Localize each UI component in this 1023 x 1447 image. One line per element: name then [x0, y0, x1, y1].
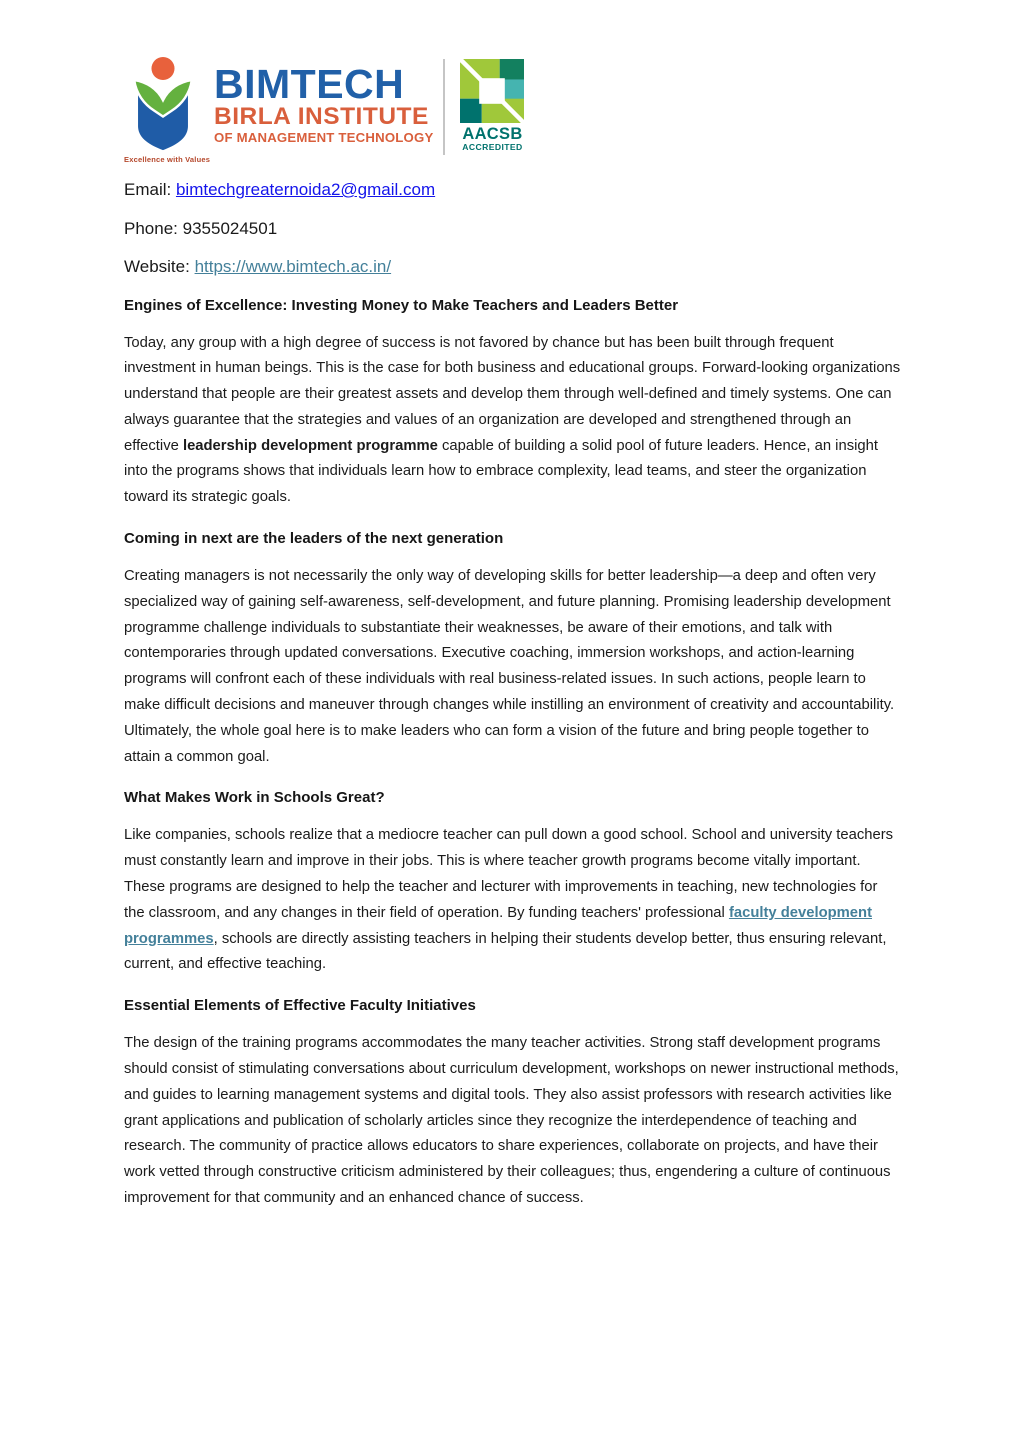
- bimtech-wordmark: [214, 57, 433, 145]
- website-line: [124, 257, 901, 277]
- website-label: Website:: [124, 257, 190, 276]
- section-paragraph: [124, 1031, 901, 1212]
- aacsb-name: AACSB: [462, 125, 523, 143]
- section-heading: Engines of Excellence: Investing Money to Make Teachers and Leaders Better: [124, 296, 679, 314]
- aacsb-logo: [457, 57, 527, 152]
- section-paragraph: [124, 564, 901, 770]
- section-heading: What Makes Work in Schools Great?: [124, 789, 385, 807]
- phone-label: Phone:: [124, 218, 178, 238]
- section-paragraph: [124, 331, 901, 512]
- bimtech-logo: [124, 57, 433, 164]
- section-heading: Essential Elements of Effective Faculty Initiatives: [124, 997, 476, 1015]
- phone-value: 9355024501: [182, 218, 278, 238]
- email-line: [124, 180, 901, 200]
- body-text: The design of the training programs accommodates the many teacher activities. Strong staff development programs should consist of stimulating conversations about curriculum development, workshops on newer instructional methods, and guides to learning management systems and digital tools. They also assist professors with research activities like grant applications and publication of scholarly articles since they recognize the interdependence of teaching and research. The community of practice allows educators to share experiences, collaborate on projects, and have their work vetted through constructive criticism administered by their colleagues; thus, engendering a culture of continuous improvement for that community and an enhanced chance of success.: [124, 1035, 899, 1207]
- email-link[interactable]: bimtechgreaternoida2@gmail.com: [175, 180, 436, 199]
- faculty-development-programmes-link[interactable]: faculty development programmes: [124, 904, 873, 947]
- logo-divider: [443, 59, 445, 155]
- contact-info: [124, 180, 901, 277]
- aacsb-accredited-label: ACCREDITED: [462, 142, 523, 152]
- phone-line: [124, 219, 901, 239]
- body-text: Like companies, schools realize that a mediocre teacher can pull down a good school. School and university teachers must constantly learn and improve in their jobs. This is where teacher growth programs become vitally important. These programs are designed to help the teacher and lecturer with improvements in teaching, new technologies for the classroom, and any changes in their field of operation. By funding teachers' professional: [124, 827, 894, 921]
- article-body: [124, 296, 901, 1212]
- body-text: , schools are directly assisting teachers in helping their students develop better, thus ensuring relevant, current, and effective teaching.: [124, 930, 887, 973]
- body-text: capable of building a solid pool of future leaders. Hence, an insight into the programs shows that individuals learn how to embrace complexity, lead teams, and steer the organization toward its strategic goals.: [124, 437, 878, 506]
- section-paragraph: [124, 823, 901, 978]
- brand-line3: OF MANAGEMENT TECHNOLOGY: [214, 130, 434, 145]
- email-label: Email:: [124, 180, 172, 199]
- brand-line2: BIRLA INSTITUTE: [214, 103, 429, 130]
- logo-tagline: Excellence with Values: [124, 155, 211, 164]
- bold-text: leadership development programme: [182, 437, 438, 454]
- website-link[interactable]: https://www.bimtech.ac.in/: [194, 257, 392, 276]
- section-heading: Coming in next are the leaders of the next generation: [124, 530, 504, 548]
- bimtech-flower-icon: [129, 57, 197, 153]
- body-text: Today, any group with a high degree of success is not favored by chance but has been built through frequent investment in human beings. This is the case for both business and educational groups. Forward-looking organizations understand that people are their greatest assets and develop them through well-defined and timely systems. One can always guarantee that the strategies and values of an organization are developed and strengthened through an effective: [124, 334, 901, 454]
- body-text: Creating managers is not necessarily the only way of developing skills for better leadership—a deep and often very specialized way of gaining self-awareness, self-development, and future planning. Promising leadership development programme challenge individuals to substantiate their weaknesses, be aware of their emotions, and talk with contemporaries through updated conversations. Executive coaching, immersion workshops, and action-learning programs will confront each of these individuals with real business-related issues. In such actions, people learn to make difficult decisions and maneuver through changes while instilling an environment of creativity and accountability. Ultimately, the whole goal here is to make leaders who can form a vision of the future and bring people together to attain a common goal.: [124, 568, 895, 765]
- bimtech-logo-icon: [124, 57, 211, 164]
- header-logos: [124, 57, 901, 164]
- brand-name: BIMTECH: [214, 61, 405, 107]
- aacsb-seal-icon: [460, 59, 524, 123]
